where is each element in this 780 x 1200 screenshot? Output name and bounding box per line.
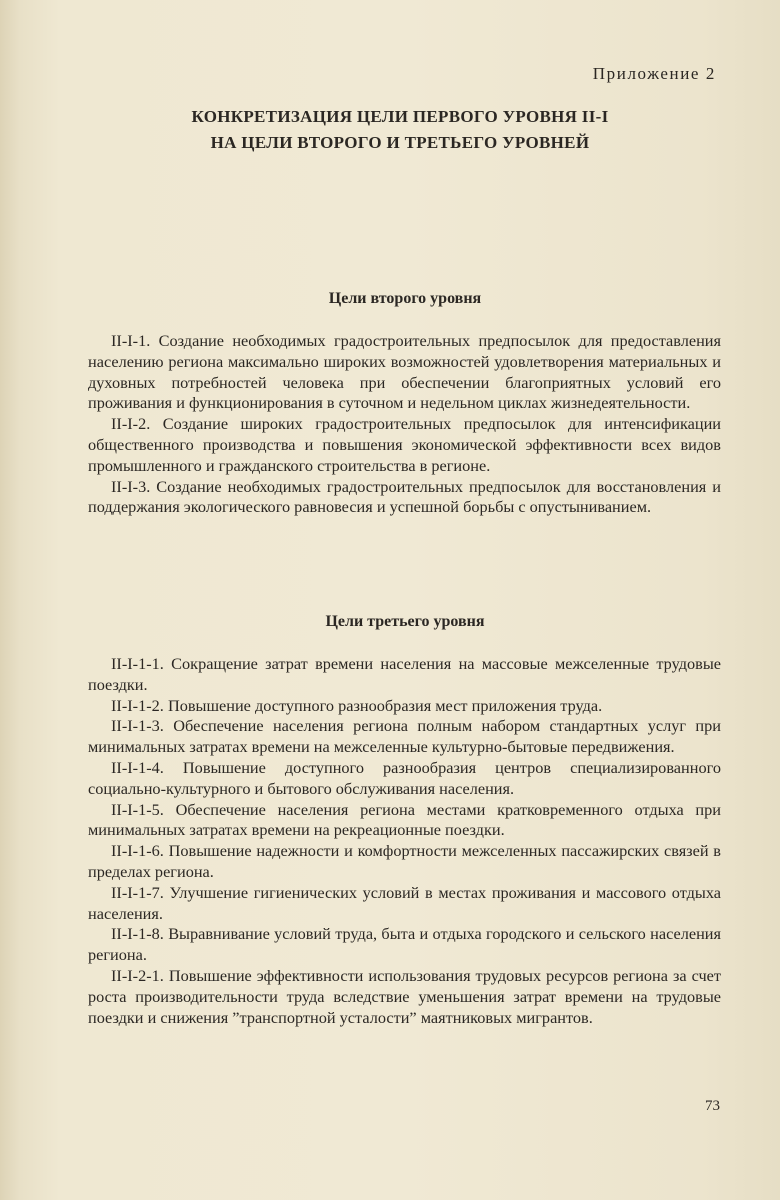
second-level-goals (88, 331, 721, 518)
goal-paragraph: II-I-1-5. Обеспечение населения региона местами кратковременного отдыха при минимальных затратах времени на рекреационные поездки. (88, 799, 721, 840)
goal-paragraph: II-I-1-1. Сокращение затрат времени населения на массовые межселенные трудовые поездки. (88, 654, 721, 694)
section-title-third-level: Цели третьего уровня (325, 613, 485, 630)
page-title (90, 104, 710, 156)
goal-paragraph: II-I-1-7. Улучшение гигиенических условий в местах проживания и массового отдыха населения. (88, 882, 721, 923)
goal-paragraph: II-I-1-3. Обеспечение населения региона полным набором стандартных услуг при минимальных затратах времени на межселенные культурно-бытовые передвижения. (88, 716, 721, 757)
appendix-label: Приложение 2 (592, 64, 716, 83)
section-title-second-level: Цели второго уровня (328, 290, 482, 307)
goal-paragraph: II-I-1-2. Повышение доступного разнообразия мест приложения труда. (111, 695, 603, 715)
page-number: 73 (705, 1098, 720, 1114)
goal-paragraph: II-I-2-1. Повышение эффективности использования трудовых ресурсов региона за счет роста производительности труда вследствие уменьшения затрат времени на трудовые поездки и снижения ”транспортной усталости” маятниковых мигрантов. (88, 965, 721, 1027)
goal-paragraph: II-I-2. Создание широких градостроительных предпосылок для интенсификации общественного производства и повышения экономической эффективности всех видов промышленного и гражданского строительства в регионе. (88, 414, 721, 475)
goal-paragraph: II-I-1-4. Повышение доступного разнообразия центров специализированного социально-культурного и бытового обслуживания населения. (88, 757, 721, 798)
goal-paragraph: II-I-1. Создание необходимых градостроительных предпосылок для предоставления населению региона максимально широких возможностей удовлетворения материальных и духовных потребностей человека при обеспечении благоприятных условий его проживания и функционирования в суточном и недельном циклах жизнедеятельности. (88, 331, 721, 413)
page-title-line-2: НА ЦЕЛИ ВТОРОГО И ТРЕТЬЕГО УРОВНЕЙ (210, 133, 590, 152)
goal-paragraph: II-I-3. Создание необходимых градостроительных предпосылок для восстановления и поддержания экологического равновесия и успешной борьбы с опустыниванием. (88, 476, 721, 517)
page-title-line-1: КОНКРЕТИЗАЦИЯ ЦЕЛИ ПЕРВОГО УРОВНЯ II-I (191, 107, 609, 126)
goal-paragraph: II-I-1-6. Повышение надежности и комфортности межселенных пассажирских связей в пределах региона. (88, 841, 721, 881)
third-level-goals (88, 654, 721, 1028)
goal-paragraph: II-I-1-8. Выравнивание условий труда, быта и отдыха городского и сельского населения региона. (88, 924, 721, 965)
